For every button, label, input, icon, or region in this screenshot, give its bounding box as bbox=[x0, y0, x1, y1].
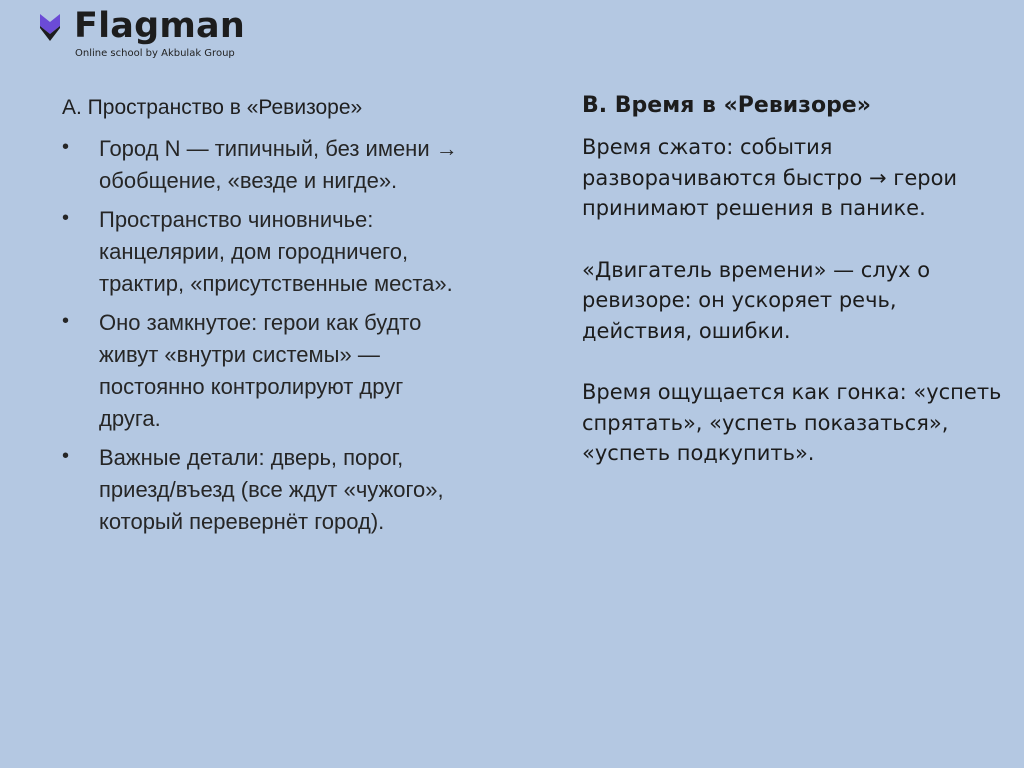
time-section bbox=[582, 93, 1002, 500]
brand-tagline: Online school by Akbulak Group bbox=[75, 48, 235, 59]
bullet-icon: • bbox=[62, 445, 70, 467]
list-item bbox=[62, 442, 462, 538]
list-item-text: Город N — типичный, без имени → обобщение, «везде и нигде». bbox=[99, 136, 458, 193]
flagman-logo-icon bbox=[36, 14, 66, 42]
list-item-text: Оно замкнутое: герои как будто живут «внутри системы» — постоянно контролируют друг друга. bbox=[99, 310, 422, 431]
space-list bbox=[62, 133, 462, 538]
bullet-icon: • bbox=[62, 136, 70, 158]
space-section bbox=[62, 96, 462, 545]
time-paragraph: «Двигатель времени» — слух о ревизоре: он ускоряет речь, действия, ошибки. bbox=[582, 257, 931, 343]
time-paragraph: Время ощущается как гонка: «успеть спрятать», «успеть показаться», «успеть подкупить». bbox=[582, 380, 1002, 465]
bullet-icon: • bbox=[62, 310, 70, 332]
bullet-icon: • bbox=[62, 207, 70, 229]
list-item bbox=[62, 307, 462, 435]
list-item bbox=[62, 133, 462, 197]
time-paragraph: Время сжато: события разворачиваются быстро → герои принимают решения в панике. bbox=[582, 135, 958, 220]
list-item-text: Пространство чиновничье: канцелярии, дом городничего, трактир, «присутственные места». bbox=[99, 207, 453, 296]
list-item-text: Важные детали: дверь, порог, приезд/въезд (все ждут «чужого», который перевернёт город). bbox=[99, 445, 444, 534]
time-heading: В. Время в «Ревизоре» bbox=[582, 93, 871, 118]
brand-name: Flagman bbox=[74, 6, 245, 46]
space-heading: А. Пространство в «Ревизоре» bbox=[62, 96, 363, 119]
list-item bbox=[62, 204, 462, 300]
